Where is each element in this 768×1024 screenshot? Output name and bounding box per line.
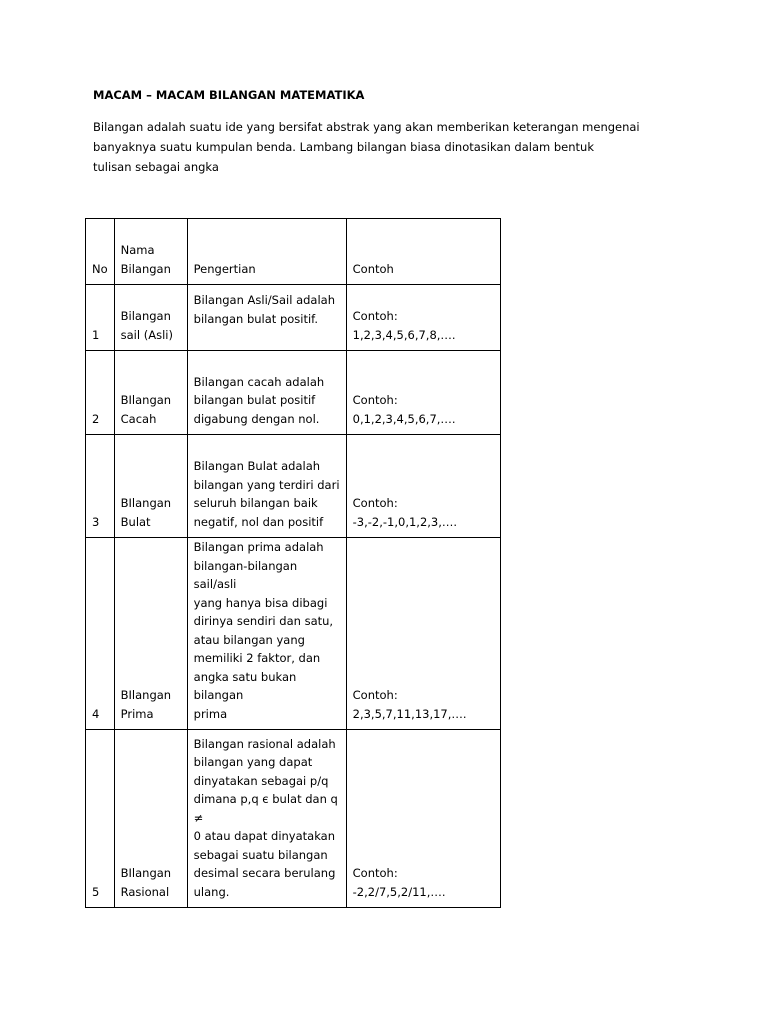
row-example: Contoh: 2,3,5,7,11,13,17,…. (346, 538, 500, 730)
row-name: BIlangan Cacah (114, 351, 187, 435)
document-title: MACAM – MACAM BILANGAN MATEMATIKA (93, 88, 365, 102)
number-types-table (85, 218, 501, 908)
intro-line-1: Bilangan adalah suatu ide yang bersifat abstrak yang akan memberikan keterangan mengenai (93, 120, 640, 134)
row-no: 2 (86, 351, 115, 435)
row-example: Contoh: -3,-2,-1,0,1,2,3,…. (346, 435, 500, 538)
row-no: 3 (86, 435, 115, 538)
row-no: 1 (86, 285, 115, 351)
header-example: Contoh (346, 219, 500, 285)
row-definition: Bilangan Bulat adalah bilangan yang terdiri dari seluruh bilangan baik negatif, nol dan positif (187, 435, 346, 538)
row-name: BIlangan Bulat (114, 435, 187, 538)
table-row (86, 285, 501, 351)
header-no: No (86, 219, 115, 285)
intro-line-2: banyaknya suatu kumpulan benda. Lambang bilangan biasa dinotasikan dalam bentuk (93, 140, 594, 154)
header-definition: Pengertian (187, 219, 346, 285)
row-definition: Bilangan cacah adalah bilangan bulat positif digabung dengan nol. (187, 351, 346, 435)
table-header-row (86, 219, 501, 285)
table-row (86, 730, 501, 908)
row-definition: Bilangan rasional adalah bilangan yang dapat dinyatakan sebagai p/q dimana p,q є bulat dan q ≠ 0 atau dapat dinyatakan sebagai suatu bilangan desimal secara berulang ulang. (187, 730, 346, 908)
table-row (86, 351, 501, 435)
row-definition: Bilangan Asli/Sail adalah bilangan bulat positif. (187, 285, 346, 351)
row-no: 5 (86, 730, 115, 908)
intro-line-3: tulisan sebagai angka (93, 160, 219, 174)
row-name: BIlangan Rasional (114, 730, 187, 908)
table-row (86, 435, 501, 538)
row-name: Bilangan sail (Asli) (114, 285, 187, 351)
row-name: BIlangan Prima (114, 538, 187, 730)
header-name: Nama Bilangan (114, 219, 187, 285)
row-definition: Bilangan prima adalah bilangan-bilangan sail/asli yang hanya bisa dibagi dirinya sendiri dan satu, atau bilangan yang memiliki 2 faktor, dan angka satu bukan bilangan prima (187, 538, 346, 730)
row-no: 4 (86, 538, 115, 730)
table-row (86, 538, 501, 730)
row-example: Contoh: 1,2,3,4,5,6,7,8,…. (346, 285, 500, 351)
row-example: Contoh: -2,2/7,5,2/11,…. (346, 730, 500, 908)
intro-paragraph (93, 117, 653, 177)
row-example: Contoh: 0,1,2,3,4,5,6,7,…. (346, 351, 500, 435)
